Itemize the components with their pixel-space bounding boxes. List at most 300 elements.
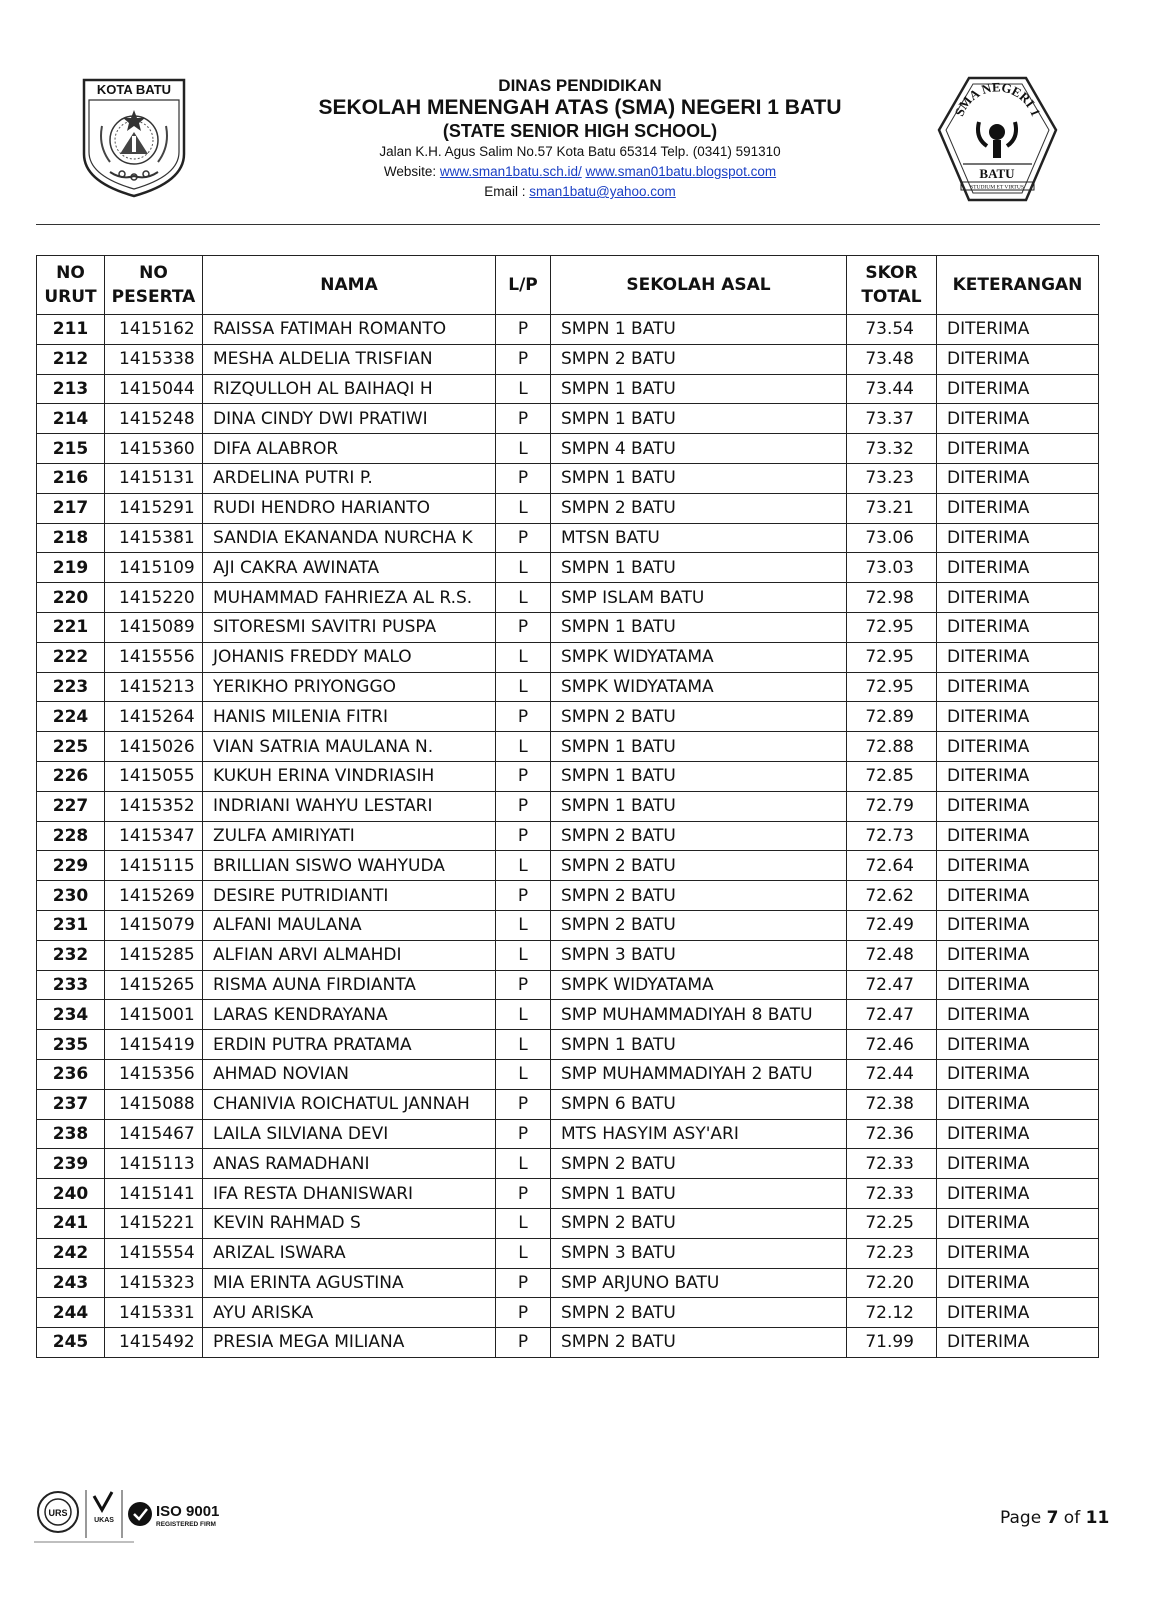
- table-row: [37, 1298, 1099, 1328]
- no-peserta-cell: 1415352: [105, 791, 203, 821]
- no-urut-cell: 225: [37, 732, 105, 762]
- sekolah-asal-cell: SMP MUHAMMADIYAH 8 BATU: [551, 1000, 847, 1030]
- lp-cell: L: [496, 583, 551, 613]
- keterangan-cell: DITERIMA: [937, 761, 1099, 791]
- no-urut-cell: 238: [37, 1119, 105, 1149]
- nama-cell: JOHANIS FREDDY MALO: [203, 642, 496, 672]
- no-urut-cell: 229: [37, 851, 105, 881]
- keterangan-cell: DITERIMA: [937, 791, 1099, 821]
- keterangan-cell: DITERIMA: [937, 1179, 1099, 1209]
- urs-logo-text: URS: [48, 1508, 68, 1518]
- lp-cell: L: [496, 1059, 551, 1089]
- no-peserta-cell: 1415347: [105, 821, 203, 851]
- no-peserta-cell: 1415269: [105, 881, 203, 911]
- nama-cell: ZULFA AMIRIYATI: [203, 821, 496, 851]
- sekolah-asal-cell: SMPN 1 BATU: [551, 315, 847, 345]
- table-row: [37, 1238, 1099, 1268]
- lp-cell: L: [496, 1238, 551, 1268]
- skor-total-cell: 72.89: [847, 702, 937, 732]
- nama-cell: LARAS KENDRAYANA: [203, 1000, 496, 1030]
- no-urut-cell: 232: [37, 940, 105, 970]
- skor-total-cell: 73.32: [847, 434, 937, 464]
- kota-batu-logo-text: KOTA BATU: [96, 82, 172, 97]
- skor-total-cell: 72.88: [847, 732, 937, 762]
- nama-cell: MIA ERINTA AGUSTINA: [203, 1268, 496, 1298]
- no-peserta-cell: 1415115: [105, 851, 203, 881]
- table-row: [37, 583, 1099, 613]
- sekolah-asal-cell: SMPN 2 BATU: [551, 851, 847, 881]
- no-urut-cell: 231: [37, 910, 105, 940]
- table-row: [37, 821, 1099, 851]
- no-peserta-cell: 1415089: [105, 612, 203, 642]
- keterangan-cell: DITERIMA: [937, 910, 1099, 940]
- skor-total-cell: 73.48: [847, 344, 937, 374]
- ukas-logo-text: UKAS: [94, 1517, 114, 1524]
- sekolah-asal-cell: SMPN 1 BATU: [551, 612, 847, 642]
- keterangan-cell: DITERIMA: [937, 553, 1099, 583]
- keterangan-cell: DITERIMA: [937, 1268, 1099, 1298]
- keterangan-cell: DITERIMA: [937, 374, 1099, 404]
- sekolah-asal-cell: SMPN 2 BATU: [551, 1208, 847, 1238]
- no-urut-cell: 230: [37, 881, 105, 911]
- no-urut-cell: 234: [37, 1000, 105, 1030]
- table-row: [37, 523, 1099, 553]
- sekolah-asal-cell: SMPN 2 BATU: [551, 1149, 847, 1179]
- no-urut-cell: 243: [37, 1268, 105, 1298]
- nama-cell: ANAS RAMADHANI: [203, 1149, 496, 1179]
- table-row: [37, 344, 1099, 374]
- no-peserta-cell: 1415338: [105, 344, 203, 374]
- sekolah-asal-cell: SMPN 2 BATU: [551, 344, 847, 374]
- no-urut-cell: 223: [37, 672, 105, 702]
- header-sekolah-asal: SEKOLAH ASAL: [551, 256, 847, 315]
- skor-total-cell: 72.12: [847, 1298, 937, 1328]
- skor-total-cell: 72.33: [847, 1149, 937, 1179]
- nama-cell: KUKUH ERINA VINDRIASIH: [203, 761, 496, 791]
- table-row: [37, 1030, 1099, 1060]
- table-row: [37, 315, 1099, 345]
- lp-cell: P: [496, 1119, 551, 1149]
- sekolah-asal-cell: SMPN 1 BATU: [551, 1030, 847, 1060]
- header-no-peserta: NO PESERTA: [105, 256, 203, 315]
- no-peserta-cell: 1415221: [105, 1208, 203, 1238]
- skor-total-cell: 73.03: [847, 553, 937, 583]
- skor-total-cell: 72.62: [847, 881, 937, 911]
- lp-cell: P: [496, 404, 551, 434]
- right-logo-motto: STUDIUM ET VIRTUS: [970, 184, 1024, 191]
- sekolah-asal-cell: SMPN 1 BATU: [551, 553, 847, 583]
- skor-total-cell: 71.99: [847, 1328, 937, 1358]
- no-peserta-cell: 1415044: [105, 374, 203, 404]
- sekolah-asal-cell: SMPN 1 BATU: [551, 761, 847, 791]
- keterangan-cell: DITERIMA: [937, 940, 1099, 970]
- nama-cell: LAILA SILVIANA DEVI: [203, 1119, 496, 1149]
- sekolah-asal-cell: SMP ARJUNO BATU: [551, 1268, 847, 1298]
- no-urut-cell: 245: [37, 1328, 105, 1358]
- nama-cell: DIFA ALABROR: [203, 434, 496, 464]
- no-urut-cell: 226: [37, 761, 105, 791]
- lp-cell: L: [496, 1030, 551, 1060]
- lp-cell: L: [496, 940, 551, 970]
- table-row: [37, 1149, 1099, 1179]
- table-row: [37, 732, 1099, 762]
- keterangan-cell: DITERIMA: [937, 523, 1099, 553]
- table-row: [37, 970, 1099, 1000]
- right-logo-top-text: SMA NEGERI 1: [951, 79, 1044, 119]
- keterangan-cell: DITERIMA: [937, 493, 1099, 523]
- nama-cell: MESHA ALDELIA TRISFIAN: [203, 344, 496, 374]
- table-row: [37, 553, 1099, 583]
- sekolah-asal-cell: SMPN 1 BATU: [551, 732, 847, 762]
- website-line: [250, 162, 910, 182]
- no-peserta-cell: 1415265: [105, 970, 203, 1000]
- email-label: Email :: [484, 184, 530, 199]
- table-row: [37, 910, 1099, 940]
- no-urut-cell: 242: [37, 1238, 105, 1268]
- page-number: Page 7 of 11: [1000, 1508, 1110, 1528]
- skor-total-cell: 73.06: [847, 523, 937, 553]
- skor-total-cell: 72.23: [847, 1238, 937, 1268]
- header-keterangan: KETERANGAN: [937, 256, 1099, 315]
- school-name: SEKOLAH MENENGAH ATAS (SMA) NEGERI 1 BATU: [318, 96, 842, 119]
- no-urut-cell: 221: [37, 612, 105, 642]
- no-urut-cell: 218: [37, 523, 105, 553]
- no-urut-cell: 233: [37, 970, 105, 1000]
- sekolah-asal-cell: SMPN 2 BATU: [551, 1298, 847, 1328]
- keterangan-cell: DITERIMA: [937, 672, 1099, 702]
- no-peserta-cell: 1415162: [105, 315, 203, 345]
- keterangan-cell: DITERIMA: [937, 881, 1099, 911]
- table-row: [37, 493, 1099, 523]
- table-row: [37, 881, 1099, 911]
- sekolah-asal-cell: SMP MUHAMMADIYAH 2 BATU: [551, 1059, 847, 1089]
- keterangan-cell: DITERIMA: [937, 404, 1099, 434]
- lp-cell: P: [496, 970, 551, 1000]
- lp-cell: L: [496, 1208, 551, 1238]
- table-row: [37, 940, 1099, 970]
- no-urut-cell: 217: [37, 493, 105, 523]
- keterangan-cell: DITERIMA: [937, 1119, 1099, 1149]
- table-row: [37, 434, 1099, 464]
- no-peserta-cell: 1415248: [105, 404, 203, 434]
- table-row: [37, 1328, 1099, 1358]
- skor-total-cell: 73.54: [847, 315, 937, 345]
- table-row: [37, 1208, 1099, 1238]
- lp-cell: L: [496, 1149, 551, 1179]
- skor-total-cell: 72.48: [847, 940, 937, 970]
- no-urut-cell: 235: [37, 1030, 105, 1060]
- nama-cell: KEVIN RAHMAD S: [203, 1208, 496, 1238]
- nama-cell: PRESIA MEGA MILIANA: [203, 1328, 496, 1358]
- skor-total-cell: 72.95: [847, 642, 937, 672]
- table-row: [37, 1179, 1099, 1209]
- keterangan-cell: DITERIMA: [937, 583, 1099, 613]
- keterangan-cell: DITERIMA: [937, 1089, 1099, 1119]
- no-peserta-cell: 1415026: [105, 732, 203, 762]
- keterangan-cell: DITERIMA: [937, 1328, 1099, 1358]
- website-label: Website:: [383, 164, 440, 179]
- sekolah-asal-cell: SMPN 1 BATU: [551, 463, 847, 493]
- certification-logos: [34, 1484, 264, 1554]
- header-divider: [36, 224, 1100, 225]
- sekolah-asal-cell: SMPK WIDYATAMA: [551, 970, 847, 1000]
- nama-cell: ARDELINA PUTRI P.: [203, 463, 496, 493]
- lp-cell: L: [496, 642, 551, 672]
- no-urut-cell: 236: [37, 1059, 105, 1089]
- website-link-1[interactable]: www.sman1batu.sch.id/: [439, 164, 582, 179]
- no-urut-cell: 239: [37, 1149, 105, 1179]
- keterangan-cell: DITERIMA: [937, 732, 1099, 762]
- skor-total-cell: 72.47: [847, 1000, 937, 1030]
- skor-total-cell: 72.79: [847, 791, 937, 821]
- skor-total-cell: 72.85: [847, 761, 937, 791]
- no-peserta-cell: 1415492: [105, 1328, 203, 1358]
- lp-cell: L: [496, 1000, 551, 1030]
- no-urut-cell: 212: [37, 344, 105, 374]
- sekolah-asal-cell: SMPK WIDYATAMA: [551, 642, 847, 672]
- skor-total-cell: 72.36: [847, 1119, 937, 1149]
- lp-cell: L: [496, 851, 551, 881]
- nama-cell: SANDIA EKANANDA NURCHA K: [203, 523, 496, 553]
- sekolah-asal-cell: MTSN BATU: [551, 523, 847, 553]
- page-total: 11: [1085, 1508, 1110, 1528]
- no-urut-cell: 241: [37, 1208, 105, 1238]
- keterangan-cell: DITERIMA: [937, 612, 1099, 642]
- skor-total-cell: 72.64: [847, 851, 937, 881]
- nama-cell: AYU ARISKA: [203, 1298, 496, 1328]
- keterangan-cell: DITERIMA: [937, 851, 1099, 881]
- kota-batu-logo: [80, 76, 188, 200]
- sekolah-asal-cell: SMPN 1 BATU: [551, 791, 847, 821]
- nama-cell: RUDI HENDRO HARIANTO: [203, 493, 496, 523]
- no-urut-cell: 227: [37, 791, 105, 821]
- nama-cell: ALFIAN ARVI ALMAHDI: [203, 940, 496, 970]
- table-row: [37, 1119, 1099, 1149]
- sekolah-asal-cell: SMPK WIDYATAMA: [551, 672, 847, 702]
- no-peserta-cell: 1415323: [105, 1268, 203, 1298]
- no-urut-cell: 211: [37, 315, 105, 345]
- no-peserta-cell: 1415213: [105, 672, 203, 702]
- no-peserta-cell: 1415556: [105, 642, 203, 672]
- nama-cell: RAISSA FATIMAH ROMANTO: [203, 315, 496, 345]
- keterangan-cell: DITERIMA: [937, 463, 1099, 493]
- no-peserta-cell: 1415131: [105, 463, 203, 493]
- skor-total-cell: 72.73: [847, 821, 937, 851]
- table-header-row: [37, 256, 1099, 315]
- department-name: DINAS PENDIDIKAN: [498, 76, 662, 95]
- keterangan-cell: DITERIMA: [937, 1059, 1099, 1089]
- table-body: [37, 315, 1099, 1358]
- lp-cell: L: [496, 434, 551, 464]
- nama-cell: SITORESMI SAVITRI PUSPA: [203, 612, 496, 642]
- no-urut-cell: 224: [37, 702, 105, 732]
- no-peserta-cell: 1415001: [105, 1000, 203, 1030]
- skor-total-cell: 73.37: [847, 404, 937, 434]
- lp-cell: L: [496, 732, 551, 762]
- nama-cell: ARIZAL ISWARA: [203, 1238, 496, 1268]
- no-peserta-cell: 1415113: [105, 1149, 203, 1179]
- no-peserta-cell: 1415360: [105, 434, 203, 464]
- keterangan-cell: DITERIMA: [937, 1238, 1099, 1268]
- keterangan-cell: DITERIMA: [937, 970, 1099, 1000]
- table-row: [37, 672, 1099, 702]
- nama-cell: YERIKHO PRIYONGGO: [203, 672, 496, 702]
- sekolah-asal-cell: SMPN 2 BATU: [551, 493, 847, 523]
- nama-cell: DINA CINDY DWI PRATIWI: [203, 404, 496, 434]
- header-no-urut: NO URUT: [37, 256, 105, 315]
- skor-total-cell: 72.20: [847, 1268, 937, 1298]
- skor-total-cell: 72.95: [847, 672, 937, 702]
- nama-cell: IFA RESTA DHANISWARI: [203, 1179, 496, 1209]
- sekolah-asal-cell: SMPN 2 BATU: [551, 821, 847, 851]
- no-peserta-cell: 1415264: [105, 702, 203, 732]
- lp-cell: P: [496, 344, 551, 374]
- no-urut-cell: 214: [37, 404, 105, 434]
- no-peserta-cell: 1415079: [105, 910, 203, 940]
- skor-total-cell: 72.25: [847, 1208, 937, 1238]
- no-peserta-cell: 1415088: [105, 1089, 203, 1119]
- keterangan-cell: DITERIMA: [937, 1298, 1099, 1328]
- no-peserta-cell: 1415467: [105, 1119, 203, 1149]
- sekolah-asal-cell: SMPN 1 BATU: [551, 1179, 847, 1209]
- nama-cell: MUHAMMAD FAHRIEZA AL R.S.: [203, 583, 496, 613]
- lp-cell: P: [496, 463, 551, 493]
- nama-cell: ALFANI MAULANA: [203, 910, 496, 940]
- table-row: [37, 1089, 1099, 1119]
- table-row: [37, 851, 1099, 881]
- lp-cell: L: [496, 910, 551, 940]
- header-lp: L/P: [496, 256, 551, 315]
- lp-cell: P: [496, 1298, 551, 1328]
- keterangan-cell: DITERIMA: [937, 315, 1099, 345]
- website-link-2[interactable]: www.sman01batu.blogspot.com: [585, 164, 777, 179]
- lp-cell: P: [496, 702, 551, 732]
- sekolah-asal-cell: SMPN 3 BATU: [551, 940, 847, 970]
- nama-cell: RIZQULLOH AL BAIHAQI H: [203, 374, 496, 404]
- no-peserta-cell: 1415220: [105, 583, 203, 613]
- no-peserta-cell: 1415331: [105, 1298, 203, 1328]
- no-peserta-cell: 1415356: [105, 1059, 203, 1089]
- table-row: [37, 612, 1099, 642]
- no-peserta-cell: 1415055: [105, 761, 203, 791]
- keterangan-cell: DITERIMA: [937, 1030, 1099, 1060]
- no-peserta-cell: 1415381: [105, 523, 203, 553]
- lp-cell: P: [496, 612, 551, 642]
- nama-cell: DESIRE PUTRIDIANTI: [203, 881, 496, 911]
- sekolah-asal-cell: SMPN 6 BATU: [551, 1089, 847, 1119]
- table-row: [37, 374, 1099, 404]
- table-row: [37, 1059, 1099, 1089]
- sekolah-asal-cell: SMPN 2 BATU: [551, 1328, 847, 1358]
- nama-cell: BRILLIAN SISWO WAHYUDA: [203, 851, 496, 881]
- keterangan-cell: DITERIMA: [937, 344, 1099, 374]
- header-nama: NAMA: [203, 256, 496, 315]
- sekolah-asal-cell: SMPN 1 BATU: [551, 404, 847, 434]
- lp-cell: P: [496, 315, 551, 345]
- letterhead: [250, 76, 910, 202]
- nama-cell: RISMA AUNA FIRDIANTA: [203, 970, 496, 1000]
- table-row: [37, 463, 1099, 493]
- skor-total-cell: 72.33: [847, 1179, 937, 1209]
- no-urut-cell: 219: [37, 553, 105, 583]
- nama-cell: VIAN SATRIA MAULANA N.: [203, 732, 496, 762]
- table-row: [37, 642, 1099, 672]
- skor-total-cell: 72.95: [847, 612, 937, 642]
- email-link[interactable]: sman1batu@yahoo.com: [529, 184, 676, 199]
- iso-registered-text: REGISTERED FIRM: [156, 1521, 216, 1528]
- keterangan-cell: DITERIMA: [937, 821, 1099, 851]
- table-row: [37, 702, 1099, 732]
- table-row: [37, 404, 1099, 434]
- admission-results-table: [36, 255, 1099, 1358]
- skor-total-cell: 73.21: [847, 493, 937, 523]
- sekolah-asal-cell: SMPN 4 BATU: [551, 434, 847, 464]
- no-urut-cell: 215: [37, 434, 105, 464]
- no-peserta-cell: 1415291: [105, 493, 203, 523]
- no-peserta-cell: 1415141: [105, 1179, 203, 1209]
- lp-cell: P: [496, 1328, 551, 1358]
- no-urut-cell: 213: [37, 374, 105, 404]
- keterangan-cell: DITERIMA: [937, 1208, 1099, 1238]
- no-urut-cell: 228: [37, 821, 105, 851]
- skor-total-cell: 72.44: [847, 1059, 937, 1089]
- iso-9001-text: ISO 9001: [156, 1503, 220, 1520]
- lp-cell: P: [496, 881, 551, 911]
- sekolah-asal-cell: SMPN 2 BATU: [551, 910, 847, 940]
- table-row: [37, 1000, 1099, 1030]
- keterangan-cell: DITERIMA: [937, 1000, 1099, 1030]
- sekolah-asal-cell: SMPN 2 BATU: [551, 881, 847, 911]
- lp-cell: L: [496, 493, 551, 523]
- lp-cell: P: [496, 791, 551, 821]
- sekolah-asal-cell: MTS HASYIM ASY'ARI: [551, 1119, 847, 1149]
- skor-total-cell: 73.23: [847, 463, 937, 493]
- no-urut-cell: 240: [37, 1179, 105, 1209]
- header-skor-total: SKOR TOTAL: [847, 256, 937, 315]
- skor-total-cell: 72.47: [847, 970, 937, 1000]
- no-urut-cell: 222: [37, 642, 105, 672]
- sekolah-asal-cell: SMP ISLAM BATU: [551, 583, 847, 613]
- lp-cell: P: [496, 1089, 551, 1119]
- nama-cell: INDRIANI WAHYU LESTARI: [203, 791, 496, 821]
- school-subtitle: (STATE SENIOR HIGH SCHOOL): [442, 121, 718, 141]
- table-row: [37, 791, 1099, 821]
- lp-cell: P: [496, 1268, 551, 1298]
- sma-negeri-1-batu-logo: [935, 74, 1060, 204]
- no-urut-cell: 220: [37, 583, 105, 613]
- no-peserta-cell: 1415554: [105, 1238, 203, 1268]
- lp-cell: P: [496, 821, 551, 851]
- lp-cell: P: [496, 523, 551, 553]
- keterangan-cell: DITERIMA: [937, 642, 1099, 672]
- skor-total-cell: 72.49: [847, 910, 937, 940]
- no-urut-cell: 237: [37, 1089, 105, 1119]
- no-peserta-cell: 1415109: [105, 553, 203, 583]
- skor-total-cell: 72.38: [847, 1089, 937, 1119]
- sekolah-asal-cell: SMPN 1 BATU: [551, 374, 847, 404]
- sekolah-asal-cell: SMPN 2 BATU: [551, 702, 847, 732]
- nama-cell: AHMAD NOVIAN: [203, 1059, 496, 1089]
- nama-cell: ERDIN PUTRA PRATAMA: [203, 1030, 496, 1060]
- nama-cell: AJI CAKRA AWINATA: [203, 553, 496, 583]
- school-address: Jalan K.H. Agus Salim No.57 Kota Batu 65314 Telp. (0341) 591310: [379, 144, 781, 159]
- lp-cell: P: [496, 1179, 551, 1209]
- nama-cell: HANIS MILENIA FITRI: [203, 702, 496, 732]
- keterangan-cell: DITERIMA: [937, 702, 1099, 732]
- lp-cell: L: [496, 374, 551, 404]
- skor-total-cell: 72.98: [847, 583, 937, 613]
- table-row: [37, 1268, 1099, 1298]
